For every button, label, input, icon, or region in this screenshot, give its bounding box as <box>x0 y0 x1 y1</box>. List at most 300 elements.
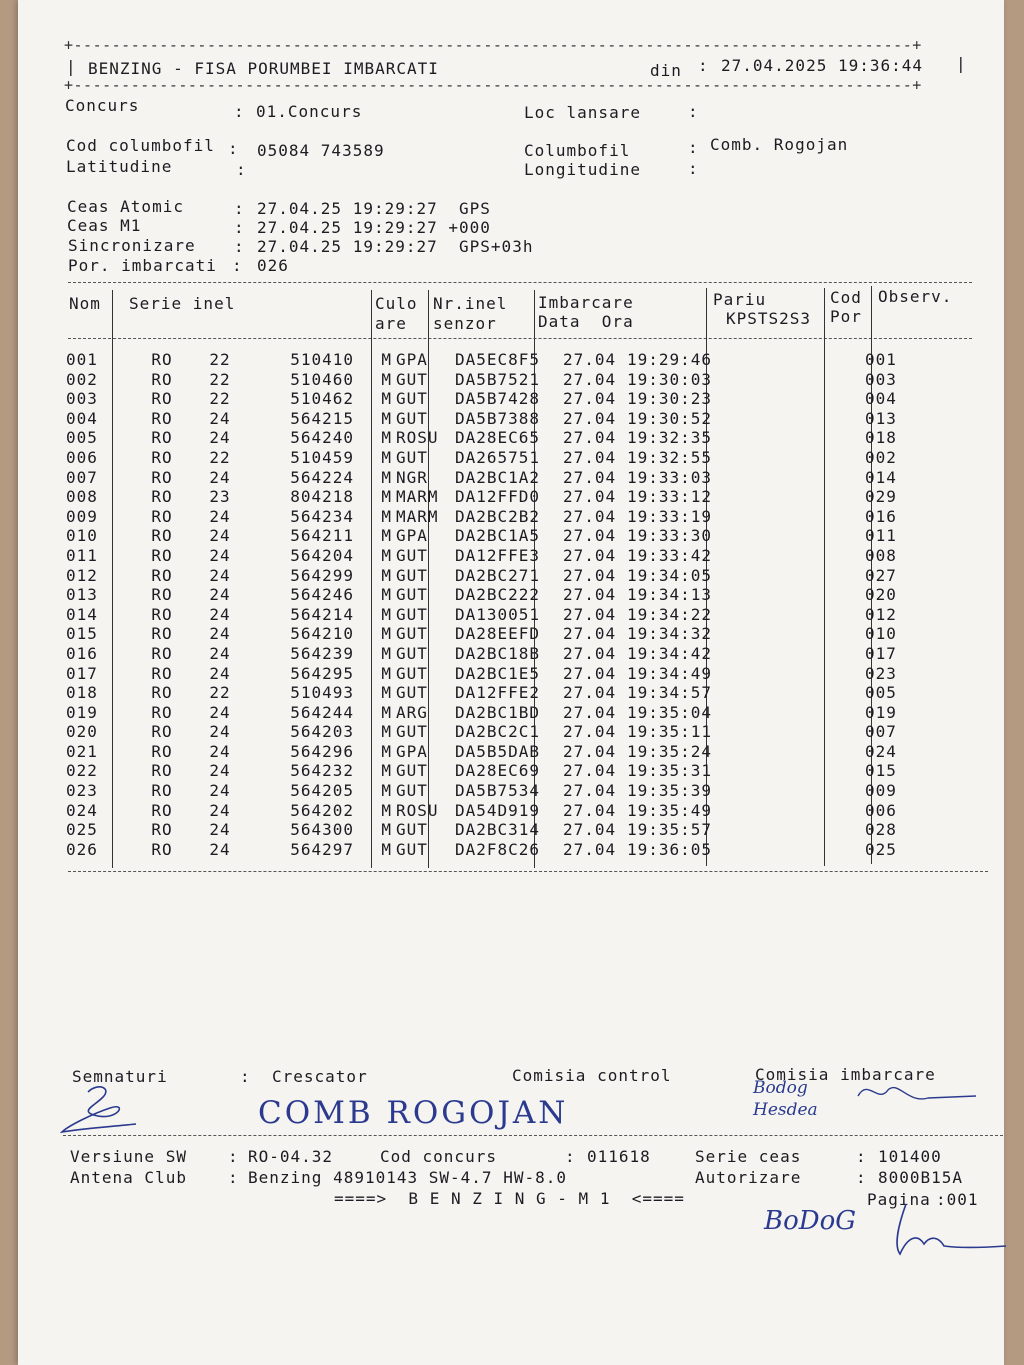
row-country: RO <box>151 408 173 428</box>
comisia-imbarcare-label: Comisia imbarcare <box>755 1065 936 1084</box>
row-time: 19:29:46 <box>627 350 713 369</box>
table-bottom-rule <box>68 871 988 872</box>
row-sex: M <box>381 467 392 487</box>
row-bar <box>118 605 128 625</box>
row-pariu <box>733 585 859 605</box>
row-date: 27.04 <box>563 428 617 448</box>
row-sensor: DA2BC2C1 <box>455 722 541 742</box>
row-color: GUT <box>396 643 428 663</box>
row-bar <box>118 566 128 586</box>
ceas-atomic-colon: : <box>234 199 245 218</box>
row-date: 27.04 <box>563 722 617 742</box>
row-sex: M <box>381 781 392 801</box>
row-sensor: DA5B7388 <box>455 408 541 428</box>
row-year: 23 <box>209 487 231 507</box>
cod-columbofil-value: 05084 743589 <box>257 141 385 160</box>
row-sensor: DA2BC314 <box>455 820 541 840</box>
row-nom: 019 <box>66 702 98 722</box>
row-time: 19:34:32 <box>627 624 713 644</box>
latitudine-label: Latitudine <box>66 157 173 176</box>
por-imbarcati-label: Por. imbarcati <box>68 256 217 275</box>
row-date: 27.04 <box>563 545 617 565</box>
row-nom: 020 <box>66 722 98 742</box>
col-header-senzor: senzor <box>433 314 497 333</box>
row-ring-number: 564210 <box>290 624 354 644</box>
row-ring-number: 510410 <box>290 350 354 369</box>
table-row <box>66 389 909 409</box>
row-pariu <box>733 742 859 762</box>
row-sex: M <box>381 487 392 507</box>
row-sex: M <box>381 663 392 683</box>
row-country: RO <box>151 781 173 801</box>
row-cod-por: 015 <box>865 761 897 781</box>
row-ring-number: 564244 <box>290 702 354 722</box>
row-date: 27.04 <box>563 526 617 546</box>
pagina-value: :001 <box>936 1190 979 1209</box>
row-ring-number: 564239 <box>290 643 354 663</box>
row-country: RO <box>151 467 173 487</box>
row-country: RO <box>151 447 173 467</box>
row-ring-number: 564214 <box>290 604 354 624</box>
row-time: 19:32:35 <box>627 428 713 448</box>
row-time: 19:33:03 <box>627 467 713 487</box>
row-country: RO <box>151 663 173 683</box>
row-country: RO <box>151 369 173 389</box>
row-year: 24 <box>209 565 231 585</box>
row-cod-por: 001 <box>865 350 897 369</box>
autorizare-value: 8000B15A <box>878 1168 964 1187</box>
row-pariu <box>733 546 859 566</box>
row-year: 24 <box>209 467 231 487</box>
row-ring-number: 564204 <box>290 545 354 565</box>
row-bar <box>118 448 128 468</box>
row-sex: M <box>381 761 392 781</box>
row-ring-number: 564202 <box>290 800 354 820</box>
row-nom: 003 <box>66 389 98 409</box>
row-nom: 009 <box>66 506 98 526</box>
row-sensor: DA28EC69 <box>455 761 541 781</box>
row-time: 19:35:24 <box>627 741 713 761</box>
row-cod-por: 008 <box>865 545 897 565</box>
sincronizare-value: 27.04.25 19:29:27 GPS+03h <box>257 237 534 256</box>
row-country: RO <box>151 585 173 605</box>
col-header-culo: Culo <box>375 294 418 313</box>
row-color: GPA <box>396 741 428 761</box>
row-pariu <box>733 624 859 644</box>
columbofil-colon: : <box>688 138 699 157</box>
row-ring-number: 564203 <box>290 722 354 742</box>
row-ring-number: 564234 <box>290 506 354 526</box>
row-nom: 024 <box>66 800 98 820</box>
col-header-cod: Cod <box>830 288 862 307</box>
row-date: 27.04 <box>563 506 617 526</box>
sincronizare-colon: : <box>234 237 245 256</box>
row-country: RO <box>151 643 173 663</box>
sincronizare-label: Sincronizare <box>68 236 196 255</box>
row-time: 19:34:13 <box>627 585 713 605</box>
col-header-are: are <box>375 314 407 333</box>
row-sensor: DA2BC1BD <box>455 702 541 722</box>
row-ring-number: 510462 <box>290 389 354 409</box>
serie-ceas-colon: : <box>856 1147 867 1166</box>
row-nom: 010 <box>66 526 98 546</box>
row-cod-por: 002 <box>865 447 897 467</box>
row-sex: M <box>381 565 392 585</box>
row-sensor: DA28EC65 <box>455 428 541 448</box>
row-sensor: DA2BC271 <box>455 565 541 585</box>
table-row <box>66 801 909 821</box>
row-time: 19:35:49 <box>627 800 713 820</box>
header-right-bar: | <box>956 54 967 73</box>
row-sex: M <box>381 545 392 565</box>
table-top-rule <box>68 282 972 283</box>
row-pariu <box>733 409 859 429</box>
row-sensor: DA5B5DAB <box>455 741 541 761</box>
row-sex: M <box>381 839 392 859</box>
row-sensor: DA2F8C26 <box>455 839 541 859</box>
semnaturi-label: Semnaturi <box>72 1067 168 1086</box>
row-color: GUT <box>396 663 428 683</box>
row-color: ROSU <box>396 428 439 448</box>
row-country: RO <box>151 350 173 369</box>
row-pariu <box>733 389 859 409</box>
row-color: GPA <box>396 526 428 546</box>
row-nom: 023 <box>66 781 98 801</box>
pagina-label: Pagina <box>867 1190 931 1209</box>
row-cod-por: 024 <box>865 741 897 761</box>
table-row <box>66 507 909 527</box>
row-date: 27.04 <box>563 761 617 781</box>
row-nom: 017 <box>66 663 98 683</box>
row-year: 22 <box>209 389 231 409</box>
row-ring-number: 564205 <box>290 781 354 801</box>
row-time: 19:30:03 <box>627 369 713 389</box>
row-year: 24 <box>209 800 231 820</box>
pigeon-table-body <box>66 350 909 859</box>
row-date: 27.04 <box>563 369 617 389</box>
loc-lansare-label: Loc lansare <box>524 103 641 122</box>
row-year: 24 <box>209 643 231 663</box>
row-time: 19:33:30 <box>627 526 713 546</box>
row-sensor: DA2BC1E5 <box>455 663 541 683</box>
row-year: 24 <box>209 702 231 722</box>
row-cod-por: 027 <box>865 565 897 585</box>
row-country: RO <box>151 545 173 565</box>
row-pariu <box>733 487 859 507</box>
row-cod-por: 012 <box>865 604 897 624</box>
antena-value: Benzing 48910143 SW-4.7 HW-8.0 <box>248 1168 567 1187</box>
concurs-label: Concurs <box>65 96 140 115</box>
row-year: 24 <box>209 741 231 761</box>
header-left-bar: | <box>66 57 77 76</box>
row-time: 19:32:55 <box>627 447 713 467</box>
versiune-value: RO-04.32 <box>248 1147 334 1166</box>
row-color: GUT <box>396 565 428 585</box>
comisia-control-label: Comisia control <box>512 1066 672 1085</box>
row-bar <box>118 428 128 448</box>
loc-lansare-colon: : <box>688 102 699 121</box>
table-row <box>66 487 909 507</box>
row-date: 27.04 <box>563 447 617 467</box>
commission-signature-scribble <box>838 1074 978 1114</box>
row-color: ARG <box>396 702 428 722</box>
row-pariu <box>733 761 859 781</box>
row-cod-por: 010 <box>865 624 897 644</box>
row-bar <box>118 781 128 801</box>
row-ring-number: 564232 <box>290 761 354 781</box>
row-nom: 005 <box>66 428 98 448</box>
row-time: 19:34:42 <box>627 643 713 663</box>
row-date: 27.04 <box>563 408 617 428</box>
row-color: GUT <box>396 683 428 703</box>
row-bar <box>118 487 128 507</box>
table-row <box>66 526 909 546</box>
row-sensor: DA130051 <box>455 604 541 624</box>
row-sex: M <box>381 643 392 663</box>
row-year: 24 <box>209 408 231 428</box>
cod-columbofil-colon: : <box>228 139 239 158</box>
row-time: 19:33:12 <box>627 487 713 507</box>
row-year: 24 <box>209 604 231 624</box>
row-nom: 006 <box>66 447 98 467</box>
table-row <box>66 605 909 625</box>
row-cod-por: 007 <box>865 722 897 742</box>
row-year: 24 <box>209 820 231 840</box>
row-sex: M <box>381 604 392 624</box>
row-time: 19:34:57 <box>627 683 713 703</box>
row-country: RO <box>151 604 173 624</box>
row-time: 19:33:42 <box>627 545 713 565</box>
row-cod-por: 014 <box>865 467 897 487</box>
row-nom: 016 <box>66 643 98 663</box>
row-pariu <box>733 350 859 370</box>
row-ring-number: 564296 <box>290 741 354 761</box>
handwritten-bottom-name: BoDoG <box>764 1206 857 1236</box>
table-row <box>66 468 909 488</box>
row-nom: 011 <box>66 545 98 565</box>
row-nom: 001 <box>66 350 98 369</box>
row-sensor: DA2BC18B <box>455 643 541 663</box>
row-pariu <box>733 428 859 448</box>
table-row <box>66 703 909 723</box>
row-cod-por: 028 <box>865 820 897 840</box>
row-color: GUT <box>396 585 428 605</box>
row-time: 19:35:31 <box>627 761 713 781</box>
row-sensor: DA12FFD0 <box>455 487 541 507</box>
por-imbarcati-value: 026 <box>257 256 289 275</box>
row-bar <box>118 722 128 742</box>
row-nom: 007 <box>66 467 98 487</box>
row-color: MARM <box>396 506 439 526</box>
row-pariu <box>733 370 859 390</box>
row-time: 19:35:04 <box>627 702 713 722</box>
row-cod-por: 023 <box>865 663 897 683</box>
row-sensor: DA2BC1A2 <box>455 467 541 487</box>
row-date: 27.04 <box>563 663 617 683</box>
date-value: 27.04.2025 19:36:44 <box>721 56 924 75</box>
handwritten-breeder-name: COMB ROGOJAN <box>258 1095 569 1131</box>
pigeon-table <box>66 350 909 859</box>
col-header-data-ora: Data Ora <box>538 312 634 331</box>
row-sex: M <box>381 683 392 703</box>
row-year: 24 <box>209 722 231 742</box>
handwritten-commission-name-1: Bodog <box>753 1078 808 1098</box>
row-time: 19:30:23 <box>627 389 713 409</box>
row-bar <box>118 409 128 429</box>
row-sex: M <box>381 447 392 467</box>
antena-colon: : <box>228 1168 239 1187</box>
table-row <box>66 664 909 684</box>
header-bottom-rule: +----------------------------------------------------------------------------------------+ <box>64 76 922 94</box>
row-color: NGR <box>396 467 428 487</box>
row-nom: 002 <box>66 369 98 389</box>
row-cod-por: 005 <box>865 683 897 703</box>
col-header-serie-inel: Serie inel <box>129 294 236 313</box>
columbofil-label: Columbofil <box>524 141 631 160</box>
row-year: 24 <box>209 781 231 801</box>
benzing-banner: ====> B E N Z I N G - M 1 <==== <box>334 1189 685 1208</box>
row-date: 27.04 <box>563 702 617 722</box>
row-bar <box>118 526 128 546</box>
row-country: RO <box>151 702 173 722</box>
row-country: RO <box>151 506 173 526</box>
row-year: 22 <box>209 447 231 467</box>
row-country: RO <box>151 389 173 409</box>
row-pariu <box>733 722 859 742</box>
row-color: GUT <box>396 624 428 644</box>
row-color: GUT <box>396 604 428 624</box>
table-header-rule <box>68 338 972 339</box>
table-row <box>66 761 909 781</box>
row-ring-number: 804218 <box>290 487 354 507</box>
row-color: GUT <box>396 369 428 389</box>
row-cod-por: 029 <box>865 487 897 507</box>
versiune-label: Versiune SW <box>70 1147 187 1166</box>
row-pariu <box>733 468 859 488</box>
row-time: 19:34:49 <box>627 663 713 683</box>
row-bar <box>118 350 128 370</box>
serie-ceas-label: Serie ceas <box>695 1147 802 1166</box>
row-pariu <box>733 605 859 625</box>
row-ring-number: 564211 <box>290 526 354 546</box>
row-bar <box>118 703 128 723</box>
row-sex: M <box>381 741 392 761</box>
row-country: RO <box>151 428 173 448</box>
handwritten-commission-name-2: Hesdea <box>753 1100 818 1120</box>
row-ring-number: 564300 <box>290 820 354 840</box>
row-pariu <box>733 840 859 860</box>
row-color: ROSU <box>396 800 439 820</box>
row-ring-number: 564299 <box>290 565 354 585</box>
row-sex: M <box>381 624 392 644</box>
date-label: din <box>650 61 682 80</box>
row-sex: M <box>381 350 392 369</box>
document-title: BENZING - FISA PORUMBEI IMBARCATI <box>88 59 439 78</box>
row-pariu <box>733 801 859 821</box>
longitudine-colon: : <box>688 159 699 178</box>
cod-columbofil-label: Cod columbofil <box>66 136 215 155</box>
row-date: 27.04 <box>563 643 617 663</box>
row-color: GUT <box>396 761 428 781</box>
row-year: 24 <box>209 506 231 526</box>
row-ring-number: 510459 <box>290 447 354 467</box>
table-row <box>66 566 909 586</box>
row-country: RO <box>151 761 173 781</box>
ceas-m1-value: 27.04.25 19:29:27 +000 <box>257 218 491 237</box>
row-year: 24 <box>209 761 231 781</box>
antena-label: Antena Club <box>70 1168 187 1187</box>
row-sex: M <box>381 389 392 409</box>
row-time: 19:36:05 <box>627 839 713 859</box>
row-cod-por: 011 <box>865 526 897 546</box>
row-country: RO <box>151 839 173 859</box>
row-country: RO <box>151 820 173 840</box>
row-ring-number: 510493 <box>290 683 354 703</box>
col-header-pariu: Pariu <box>713 290 767 309</box>
row-country: RO <box>151 565 173 585</box>
row-time: 19:34:05 <box>627 565 713 585</box>
row-pariu <box>733 703 859 723</box>
table-row <box>66 350 909 370</box>
row-year: 24 <box>209 839 231 859</box>
autorizare-colon: : <box>856 1168 867 1187</box>
row-bar <box>118 389 128 409</box>
row-pariu <box>733 566 859 586</box>
row-color: GUT <box>396 389 428 409</box>
row-date: 27.04 <box>563 604 617 624</box>
row-date: 27.04 <box>563 487 617 507</box>
row-date: 27.04 <box>563 800 617 820</box>
row-color: GUT <box>396 722 428 742</box>
col-header-nom: Nom <box>69 294 101 313</box>
row-bar <box>118 683 128 703</box>
crescator-signature-scribble <box>58 1082 138 1138</box>
row-year: 24 <box>209 526 231 546</box>
row-year: 24 <box>209 624 231 644</box>
row-ring-number: 564240 <box>290 428 354 448</box>
row-time: 19:35:57 <box>627 820 713 840</box>
row-ring-number: 564297 <box>290 839 354 859</box>
row-sex: M <box>381 506 392 526</box>
row-pariu <box>733 507 859 527</box>
row-year: 24 <box>209 545 231 565</box>
table-row <box>66 820 909 840</box>
footer-top-rule <box>63 1135 1003 1136</box>
date-colon: : <box>698 56 709 75</box>
semnaturi-colon: : <box>240 1067 251 1086</box>
row-nom: 004 <box>66 408 98 428</box>
row-cod-por: 025 <box>865 839 897 859</box>
row-sex: M <box>381 820 392 840</box>
row-sex: M <box>381 722 392 742</box>
row-date: 27.04 <box>563 467 617 487</box>
por-imbarcati-colon: : <box>232 256 243 275</box>
ceas-atomic-value: 27.04.25 19:29:27 GPS <box>257 199 491 218</box>
row-country: RO <box>151 487 173 507</box>
header-top-rule: +----------------------------------------------------------------------------------------+ <box>64 36 922 54</box>
row-country: RO <box>151 722 173 742</box>
table-row <box>66 624 909 644</box>
row-pariu <box>733 820 859 840</box>
row-pariu <box>733 526 859 546</box>
row-color: MARM <box>396 487 439 507</box>
row-color: GUT <box>396 408 428 428</box>
row-sensor: DA265751 <box>455 447 541 467</box>
row-cod-por: 018 <box>865 428 897 448</box>
row-time: 19:34:22 <box>627 604 713 624</box>
row-cod-por: 004 <box>865 389 897 409</box>
table-row <box>66 428 909 448</box>
